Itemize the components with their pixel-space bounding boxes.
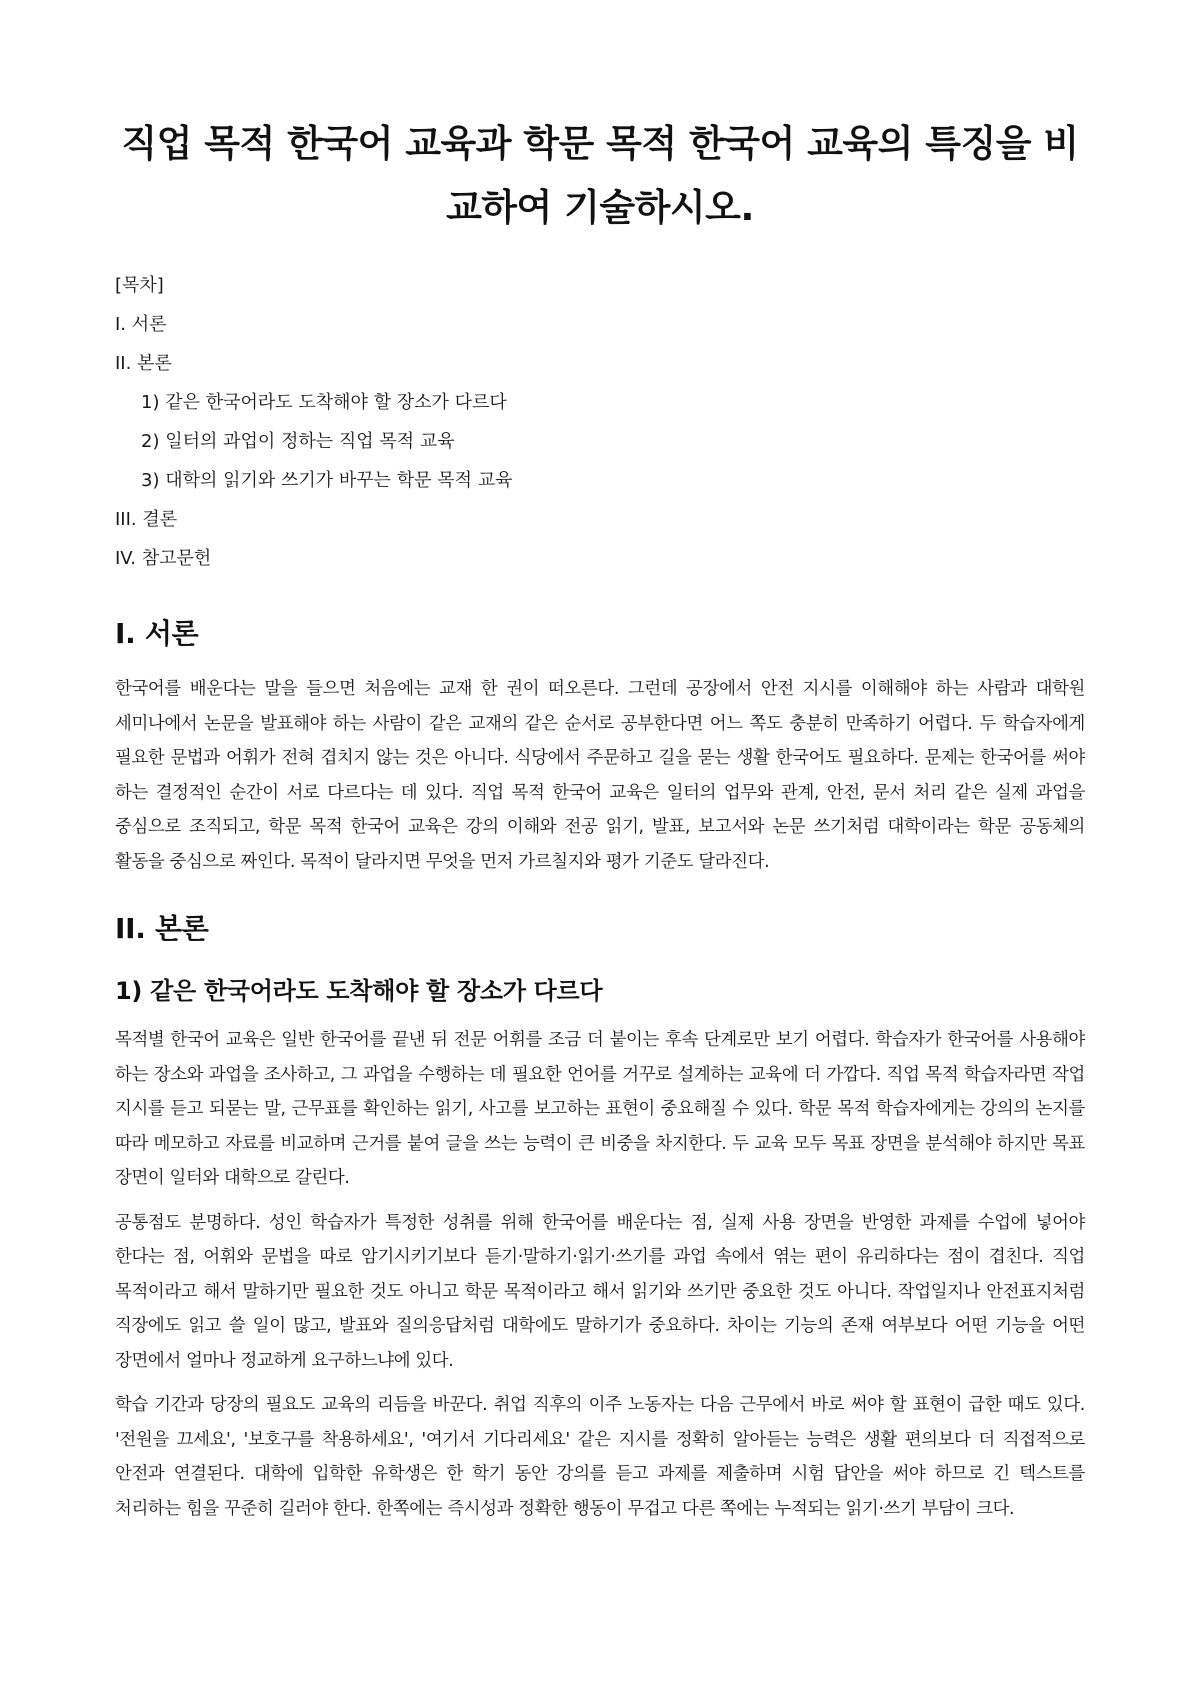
body-paragraph: 공통점도 분명하다. 성인 학습자가 특정한 성취를 위해 한국어를 배운다는 점, 실제 사용 장면을 반영한 과제를 수업에 넣어야 한다는 점, 어휘와 문법을 따로 암기시키기보다 듣기·말하기·읽기·쓰기를 과업 속에서 엮는 편이 유리하다는 점이 겹친다. 직업 목적이라고 해서 말하기만 필요한 것도 아니고 학문 목적이라고 해서 읽기와 쓰기만 중요한 것도 아니다. 작업일지나 안전표지처럼 직장에도 읽고 쓸 일이 많고, 발표와 질의응답처럼 대학에도 말하기가 중요하다. 차이는 기능의 존재 여부보다 어떤 기능을 어떤 장면에서 얼마나 정교하게 요구하느냐에 있다. bbox=[115, 1212, 1085, 1371]
toc-subitem: 2) 일터의 과업이 정하는 직업 목적 교육 bbox=[141, 431, 455, 452]
toc-item: I. 서론 bbox=[115, 314, 167, 335]
body-paragraph: 목적별 한국어 교육은 일반 한국어를 끝낸 뒤 전문 어휘를 조금 더 붙이는 후속 단계로만 보기 어렵다. 학습자가 한국어를 사용해야 하는 장소와 과업을 조사하고, 그 과업을 수행하는 데 필요한 언어를 거꾸로 설계하는 교육에 더 가깝다. 직업 목적 학습자라면 작업 지시를 듣고 되묻는 말, 근무표를 확인하는 읽기, 사고를 보고하는 표현이 중요해질 수 있다. 학문 목적 학습자에게는 강의의 논지를 따라 메모하고 자료를 비교하며 근거를 붙여 글을 쓰는 능력이 큰 비중을 차지한다. 두 교육 모두 목표 장면을 분석해야 하지만 목표 장면이 일터와 대학으로 갈린다. bbox=[115, 1030, 1085, 1188]
toc-item: II. 본론 bbox=[115, 353, 172, 374]
subsection-heading-1: 1) 같은 한국어라도 도착해야 할 장소가 다르다 bbox=[115, 977, 603, 1005]
table-of-contents bbox=[115, 305, 1085, 578]
intro-paragraph: 한국어를 배운다는 말을 들으면 처음에는 교재 한 권이 떠오른다. 그런데 공장에서 안전 지시를 이해해야 하는 사람과 대학원 세미나에서 논문을 발표해야 하는 사람이 같은 교재의 같은 순서로 공부한다면 어느 쪽도 충분히 만족하기 어렵다. 두 학습자에게 필요한 문법과 어휘가 전혀 겹치지 않는 것은 아니다. 식당에서 주문하고 길을 묻는 생활 한국어도 필요하다. 문제는 한국어를 써야 하는 결정적인 순간이 서로 다르다는 데 있다. 직업 목적 한국어 교육은 일터의 업무와 관계, 안전, 문서 처리 같은 실제 과업을 중심으로 조직되고, 학문 목적 한국어 교육은 강의 이해와 전공 읽기, 발표, 보고서와 논문 쓰기처럼 대학이라는 학문 공동체의 활동을 중심으로 짜인다. 목적이 달라지면 무엇을 먼저 가르칠지와 평가 기준도 달라진다. bbox=[115, 679, 1085, 872]
document-title: 직업 목적 한국어 교육과 학문 목적 한국어 교육의 특징을 비교하여 기술하시오. bbox=[121, 122, 1079, 229]
body-section bbox=[115, 909, 1085, 1526]
toc-heading: [목차] bbox=[115, 275, 164, 296]
section-heading-body: II. 본론 bbox=[115, 912, 209, 945]
toc-subitem: 1) 같은 한국어라도 도착해야 할 장소가 다르다 bbox=[141, 392, 507, 413]
toc-item: IV. 참고문헌 bbox=[115, 548, 212, 569]
toc-item: III. 결론 bbox=[115, 509, 178, 530]
intro-section bbox=[115, 614, 1085, 879]
section-heading-intro: I. 서론 bbox=[115, 617, 199, 650]
body-paragraph: 학습 기간과 당장의 필요도 교육의 리듬을 바꾼다. 취업 직후의 이주 노동자는 다음 근무에서 바로 써야 할 표현이 급한 때도 있다. '전원을 끄세요', '보호구를 착용하세요', '여기서 기다리세요' 같은 지시를 정확히 알아듣는 능력은 생활 편의보다 더 직접적으로 안전과 연결된다. 대학에 입학한 유학생은 한 학기 동안 강의를 듣고 과제를 제출하며 시험 답안을 써야 하므로 긴 텍스트를 처리하는 힘을 꾸준히 길러야 한다. 한쪽에는 즉시성과 정확한 행동이 무겁고 다른 쪽에는 누적되는 읽기·쓰기 부담이 크다. bbox=[115, 1395, 1085, 1519]
toc-subitem: 3) 대학의 읽기와 쓰기가 바꾸는 학문 목적 교육 bbox=[141, 470, 513, 491]
